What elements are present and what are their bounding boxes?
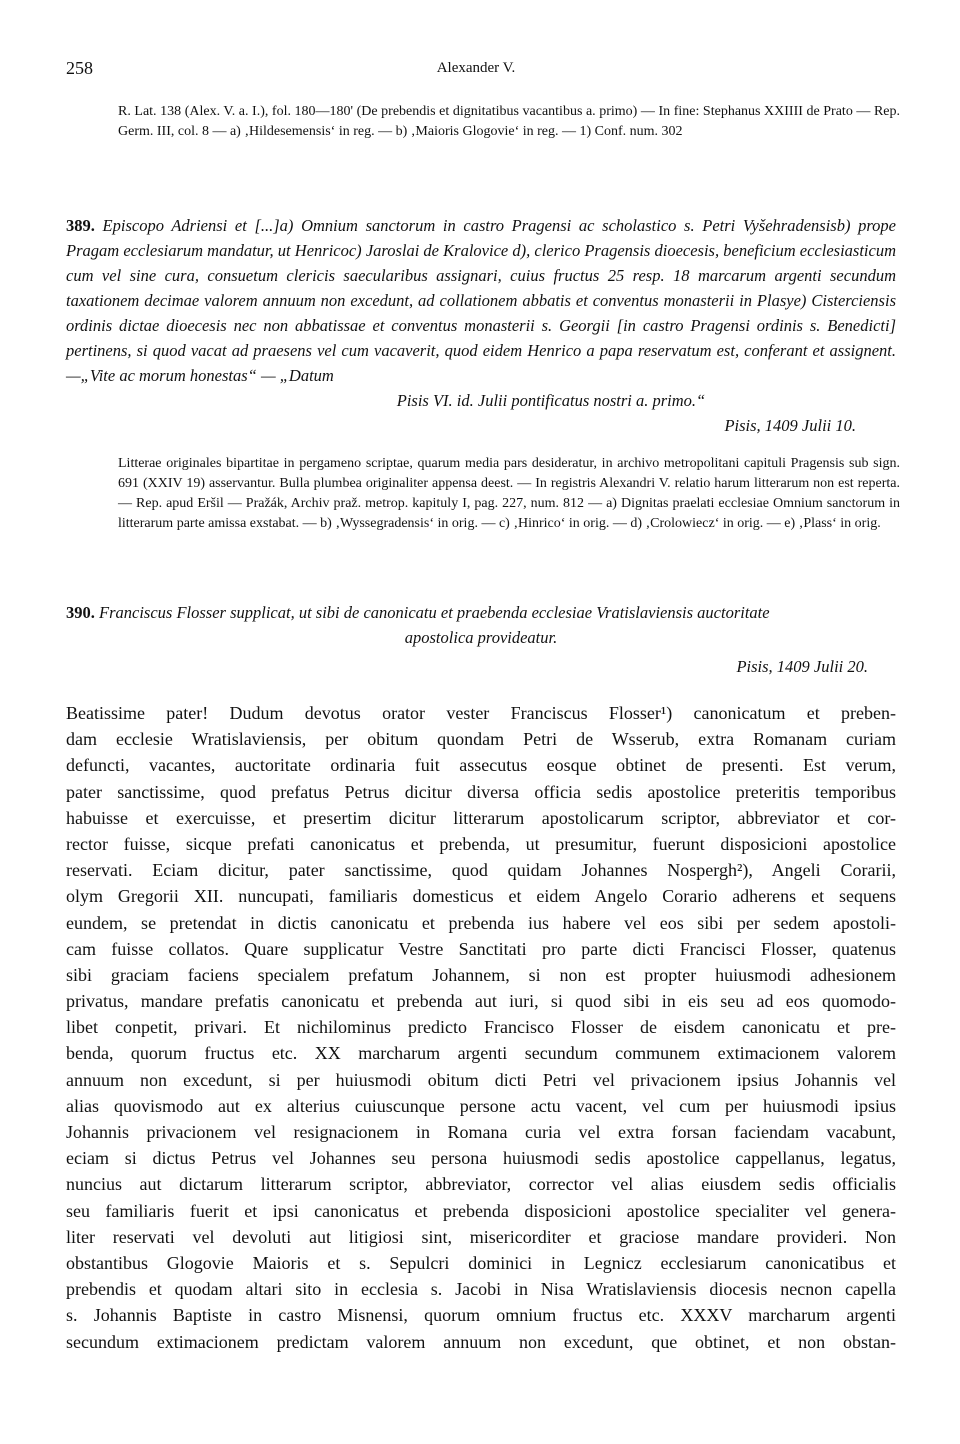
- text-line: s. Johannis Baptiste in castro Misnensi, quorum omnium fructus etc. XXXV marcharum argenti: [66, 1305, 896, 1326]
- text-line: obstantibus Glogovie Maioris et s. Sepulcri dominici in Legnicz ecclesiarum canonicatibus et: [66, 1252, 896, 1273]
- text-line: Beatissime pater! Dudum devotus orator vester Franciscus Flosser¹) canonicatum et preben-: [66, 703, 896, 723]
- place-date: Pisis, 1409 Julii 10.: [724, 416, 856, 435]
- text-line: reservati. Eciam dicitur, pater sanctissime, quod quidam Johannes Nospergh²), Angeli Corarii,: [66, 860, 896, 881]
- text-line: alias quovismodo aut ex alterius cuiuscunque persone actu vacent, vel cum per huiusmodi ipsius: [66, 1095, 896, 1116]
- text-line: annuum non excedunt, si per huiusmodi obitum dicti Petri vel privacionem ipsius Johannis vel: [66, 1069, 896, 1090]
- text-line: dam ecclesie Wratislaviensis, per obitum quondam Petri de Wsserub, extra Romanam curiam: [66, 729, 896, 750]
- entry-title-continued: apostolica provideatur.: [404, 628, 558, 647]
- text-line: prebendis et quodam altari sito in ecclesia s. Jacobi in Nisa Wratislaviensis diocesis necnon capella: [66, 1279, 896, 1300]
- entry-number: 389.: [66, 216, 95, 235]
- text-line: rector fuisse, sicque prefati canonicatus et prebenda, ut presumitur, fuerunt disposicioni apostolice: [66, 833, 896, 854]
- text-line: Johannis privacionem vel resignacionem in Romana curia vel extra forsan faciendam vacabunt,: [66, 1122, 896, 1142]
- running-title: Alexander V.: [436, 60, 516, 76]
- text-line: privatus, mandare prefatis canonicatu et prebenda aut iuri, si quod sibi in eis seu ad eos quomodo-: [66, 991, 896, 1012]
- letter-body: [66, 700, 896, 1355]
- apparatus-notes: Litterae originales bipartitae in pergameno scriptae, quarum media pars desideratur, in archivo metropolitani capituli Pragensis sub sign. 691 (XXIV 19) asservantur. Bulla plumbea originaliter appensa deest. — In registris Alexandri V. relatio harum litterarum non est reperta. — Rep. apud Eršil — Pražák, Archiv praž. metrop. kapituly I, pag. 227, num. 812 — a) Dignitas praelati ecclesiae Omnium sanctorum in litterarum parte amissa exstabat. — b) ‚Wyssegradensis‘ in orig. — c) ‚Hinrico‘ in orig. — d) ‚Crolowiecz‘ in orig. — e) ‚Plass‘ in orig.: [118, 456, 900, 531]
- text-line: olym Gregorii XII. nuncupati, familiaris domesticus et eidem Angelo Corario adherens et sequens: [66, 886, 896, 907]
- text-line: sibi graciam faciens specialem prefatum Johannem, si non est propter huiusmodi adhesionem: [66, 964, 896, 985]
- text-line: cam fuisse collatos. Quare supplicatur Vestre Sanctitati pro parte dicti Francisci Flosser, quatenus: [66, 938, 896, 959]
- page-header: [66, 58, 896, 82]
- text-line: secundum extimacionem predictam valorem annuum non excedunt, que obtinet, et non obstan-: [66, 1331, 896, 1352]
- text-line: benda, quorum fructus etc. XX marcharum argenti secundum communem extimacionem valorem: [66, 1043, 896, 1064]
- entry-text: Episcopo Adriensi et [...]a) Omnium sanctorum in castro Pragensi ac scholastico s. Petri Vyšehradensisb) prope Pragam ecclesiarum mandatur, ut Henricoc) Jaroslai de Kralovice d), clerico Pragensis dioecesis, beneficium ecclesiasticum cum vel sine cura, consuetum clericis saecularibus assignari, cuius fructus 25 resp. 18 marcarum argenti secundum taxationem decimae valorem annuum non excedunt, ad collationem abbatis et conventus monasterii in Plasye) Cisterciensis ordinis dictae dioecesis nec non abbatissae et conventus monasterii s. Georgii [in castro Pragensi ordinis s. Benedicti] pertinens, si quod vacat ad praesens vel cum vacaverit, quod eidem Henrico a papa reservatum est, conferant et assignent. —„Vite ac morum honestas“ — „Datum: [66, 216, 897, 385]
- text-line: libet conpetit, privari. Et nichilominus predicto Francisco Flosser de eisdem canonicatu et pre-: [66, 1017, 896, 1038]
- text-line: eciam si dictus Petrus vel Johannes seu persona huiusmodi sedis apostolice cappellanus, legatus,: [66, 1148, 896, 1169]
- source-note: R. Lat. 138 (Alex. V. a. I.), fol. 180—180' (De prebendis et dignitatibus vacantibus a. primo) — In fine: Stephanus XXIIII de Prato — Rep. Germ. III, col. 8 — a) ‚Hildesemensis‘ in reg. — b) ‚Maioris Glogovie‘ in reg. — 1) Conf. num. 302: [118, 104, 900, 139]
- place-date: Pisis, 1409 Julii 20.: [736, 657, 868, 676]
- text-line: liter reservati vel devoluti aut litigiosi sint, misericorditer et graciose mandare provideri. Non: [66, 1226, 896, 1247]
- text-line: nuncius aut dictarum litterarum scriptor, abbreviator, corrector vel alias eiusdem sedis officialis: [66, 1174, 896, 1195]
- text-line: eundem, se pretendat in dictis canonicatu et prebenda ius habere vel eos sibi per sedem apostoli-: [66, 912, 896, 933]
- page-number: 258: [66, 58, 93, 78]
- entry-389: [66, 213, 896, 438]
- text-line: seu familiaris fuerit et ipsi canonicatus et prebenda disposicioni apostolice specialiter vel genera-: [66, 1200, 896, 1221]
- text-line: habuisse et exercuisse, et presertim dicitur litterarum apostolicarum scriptor, abbreviator et cor-: [66, 807, 896, 828]
- text-line: pater sanctissime, quod prefatus Petrus dicitur diversa officia sedis apostolice preteritis temporibus: [66, 781, 896, 802]
- dating-line: Pisis VI. id. Julii pontificatus nostri a. primo.“: [396, 391, 706, 410]
- entry-title: Franciscus Flosser supplicat, ut sibi de canonicatu et praebenda ecclesiae Vratislaviensis auctoritate: [99, 603, 770, 622]
- entry-390: [66, 600, 896, 679]
- entry-number: 390.: [66, 603, 95, 622]
- text-line: defuncti, vacantes, auctoritate ordinaria fuit assecutus eosque obtinet de presenti. Est verum,: [66, 755, 896, 776]
